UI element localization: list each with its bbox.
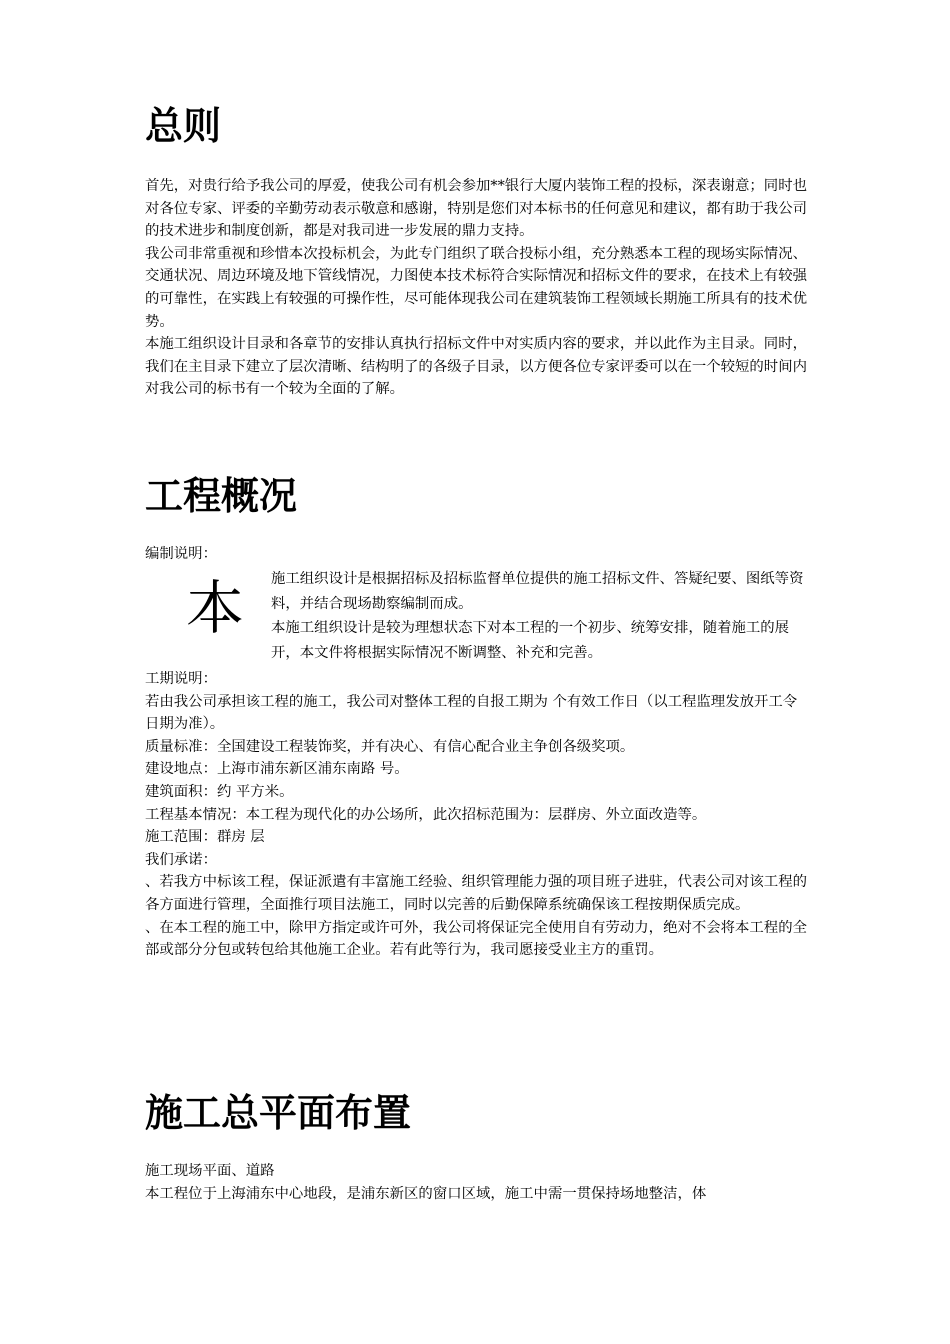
period-text: 若由我公司承担该工程的施工，我公司对整体工程的自报工期为 个有效工作日（以工程监理发放开工令日期为准）。 (145, 693, 798, 733)
period-label: 工期说明： (145, 671, 217, 687)
layout-body (145, 1160, 810, 1205)
overview-body (145, 668, 810, 962)
build-location: 建设地点：上海市浦东新区浦东南路 号。 (145, 761, 409, 778)
section-heading-general: 总则 (145, 104, 222, 148)
prep-paragraph-2: 本施工组织设计是较为理想状态下对本工程的一个初步、统筹安排，随着施工的展开，本文件将根据实际情况不断调整、补充和完善。 (271, 620, 790, 661)
construction-scope: 施工范围：群房 层 (145, 829, 265, 846)
promise-2: 、在本工程的施工中，除甲方指定或许可外，我公司将保证完全使用自有劳动力，绝对不会将本工程的全部或部分分包或转包给其他施工企业。若有此等行为，我司愿接受业主方的重罚。 (145, 919, 807, 959)
prep-label: 编制说明： (145, 546, 217, 562)
promise-1: 、若我方中标该工程，保证派遣有丰富施工经验、组织管理能力强的项目班子进驻，代表公司对该工程的各方面进行管理，全面推行项目法施工，同时以完善的后勤保障系统确保该工程按期保质完成。 (145, 874, 807, 913)
general-paragraph-2: 我公司非常重视和珍惜本次投标机会，为此专门组织了联合投标小组，充分熟悉本工程的现场实际情况、交通状况、周边环境及地下管线情况，力图使本技术标符合实际情况和招标文件的要求，在技术上有较强的可靠性，在实践上有较强的可操作性，尽可能体现我公司在建筑装饰工程领域长期施工所具有的技术优势。 (145, 245, 807, 330)
section-heading-overview: 工程概况 (145, 474, 298, 518)
general-paragraph-1: 首先，对贵行给予我公司的厚爱，使我公司有机会参加**银行大厦内装饰工程的投标，深表谢意；同时也对各位专家、评委的辛勤劳动表示敬意和感谢，特别是您们对本标书的任何意见和建议，都有助于我公司的技术进步和制度创新，都是对我司进一步发展的鼎力支持。 (145, 178, 807, 240)
prep-label-block (145, 543, 810, 566)
layout-text: 本工程位于上海浦东中心地段，是浦东新区的窗口区域，施工中需一贯保持场地整洁，体 (145, 1185, 707, 1202)
quality-standard: 质量标准：全国建设工程装饰奖，并有决心、有信心配合业主争创各级奖项。 (145, 738, 635, 755)
section-heading-layout: 施工总平面布置 (145, 1091, 412, 1135)
layout-sub-label: 施工现场平面、道路 (145, 1163, 275, 1179)
prep-paragraph-1: 施工组织设计是根据招标及招标监督单位提供的施工招标文件、答疑纪要、图纸等资料，并结合现场勘察编制而成。 (271, 571, 804, 612)
prep-text-block (271, 567, 807, 665)
general-body (145, 175, 810, 401)
drop-cap: 本 (186, 574, 245, 642)
general-paragraph-3: 本施工组织设计目录和各章节的安排认真执行招标文件中对实质内容的要求，并以此作为主目录。同时，我们在主目录下建立了层次清晰、结构明了的各级子目录，以方便各位专家评委可以在一个较短的时间内对我公司的标书有一个较为全面的了解。 (145, 336, 807, 398)
promise-label: 我们承诺： (145, 851, 217, 868)
basic-info: 工程基本情况：本工程为现代化的办公场所，此次招标范围为：层群房、外立面改造等。 (145, 806, 707, 823)
build-area: 建筑面积：约 平方米。 (145, 783, 294, 800)
